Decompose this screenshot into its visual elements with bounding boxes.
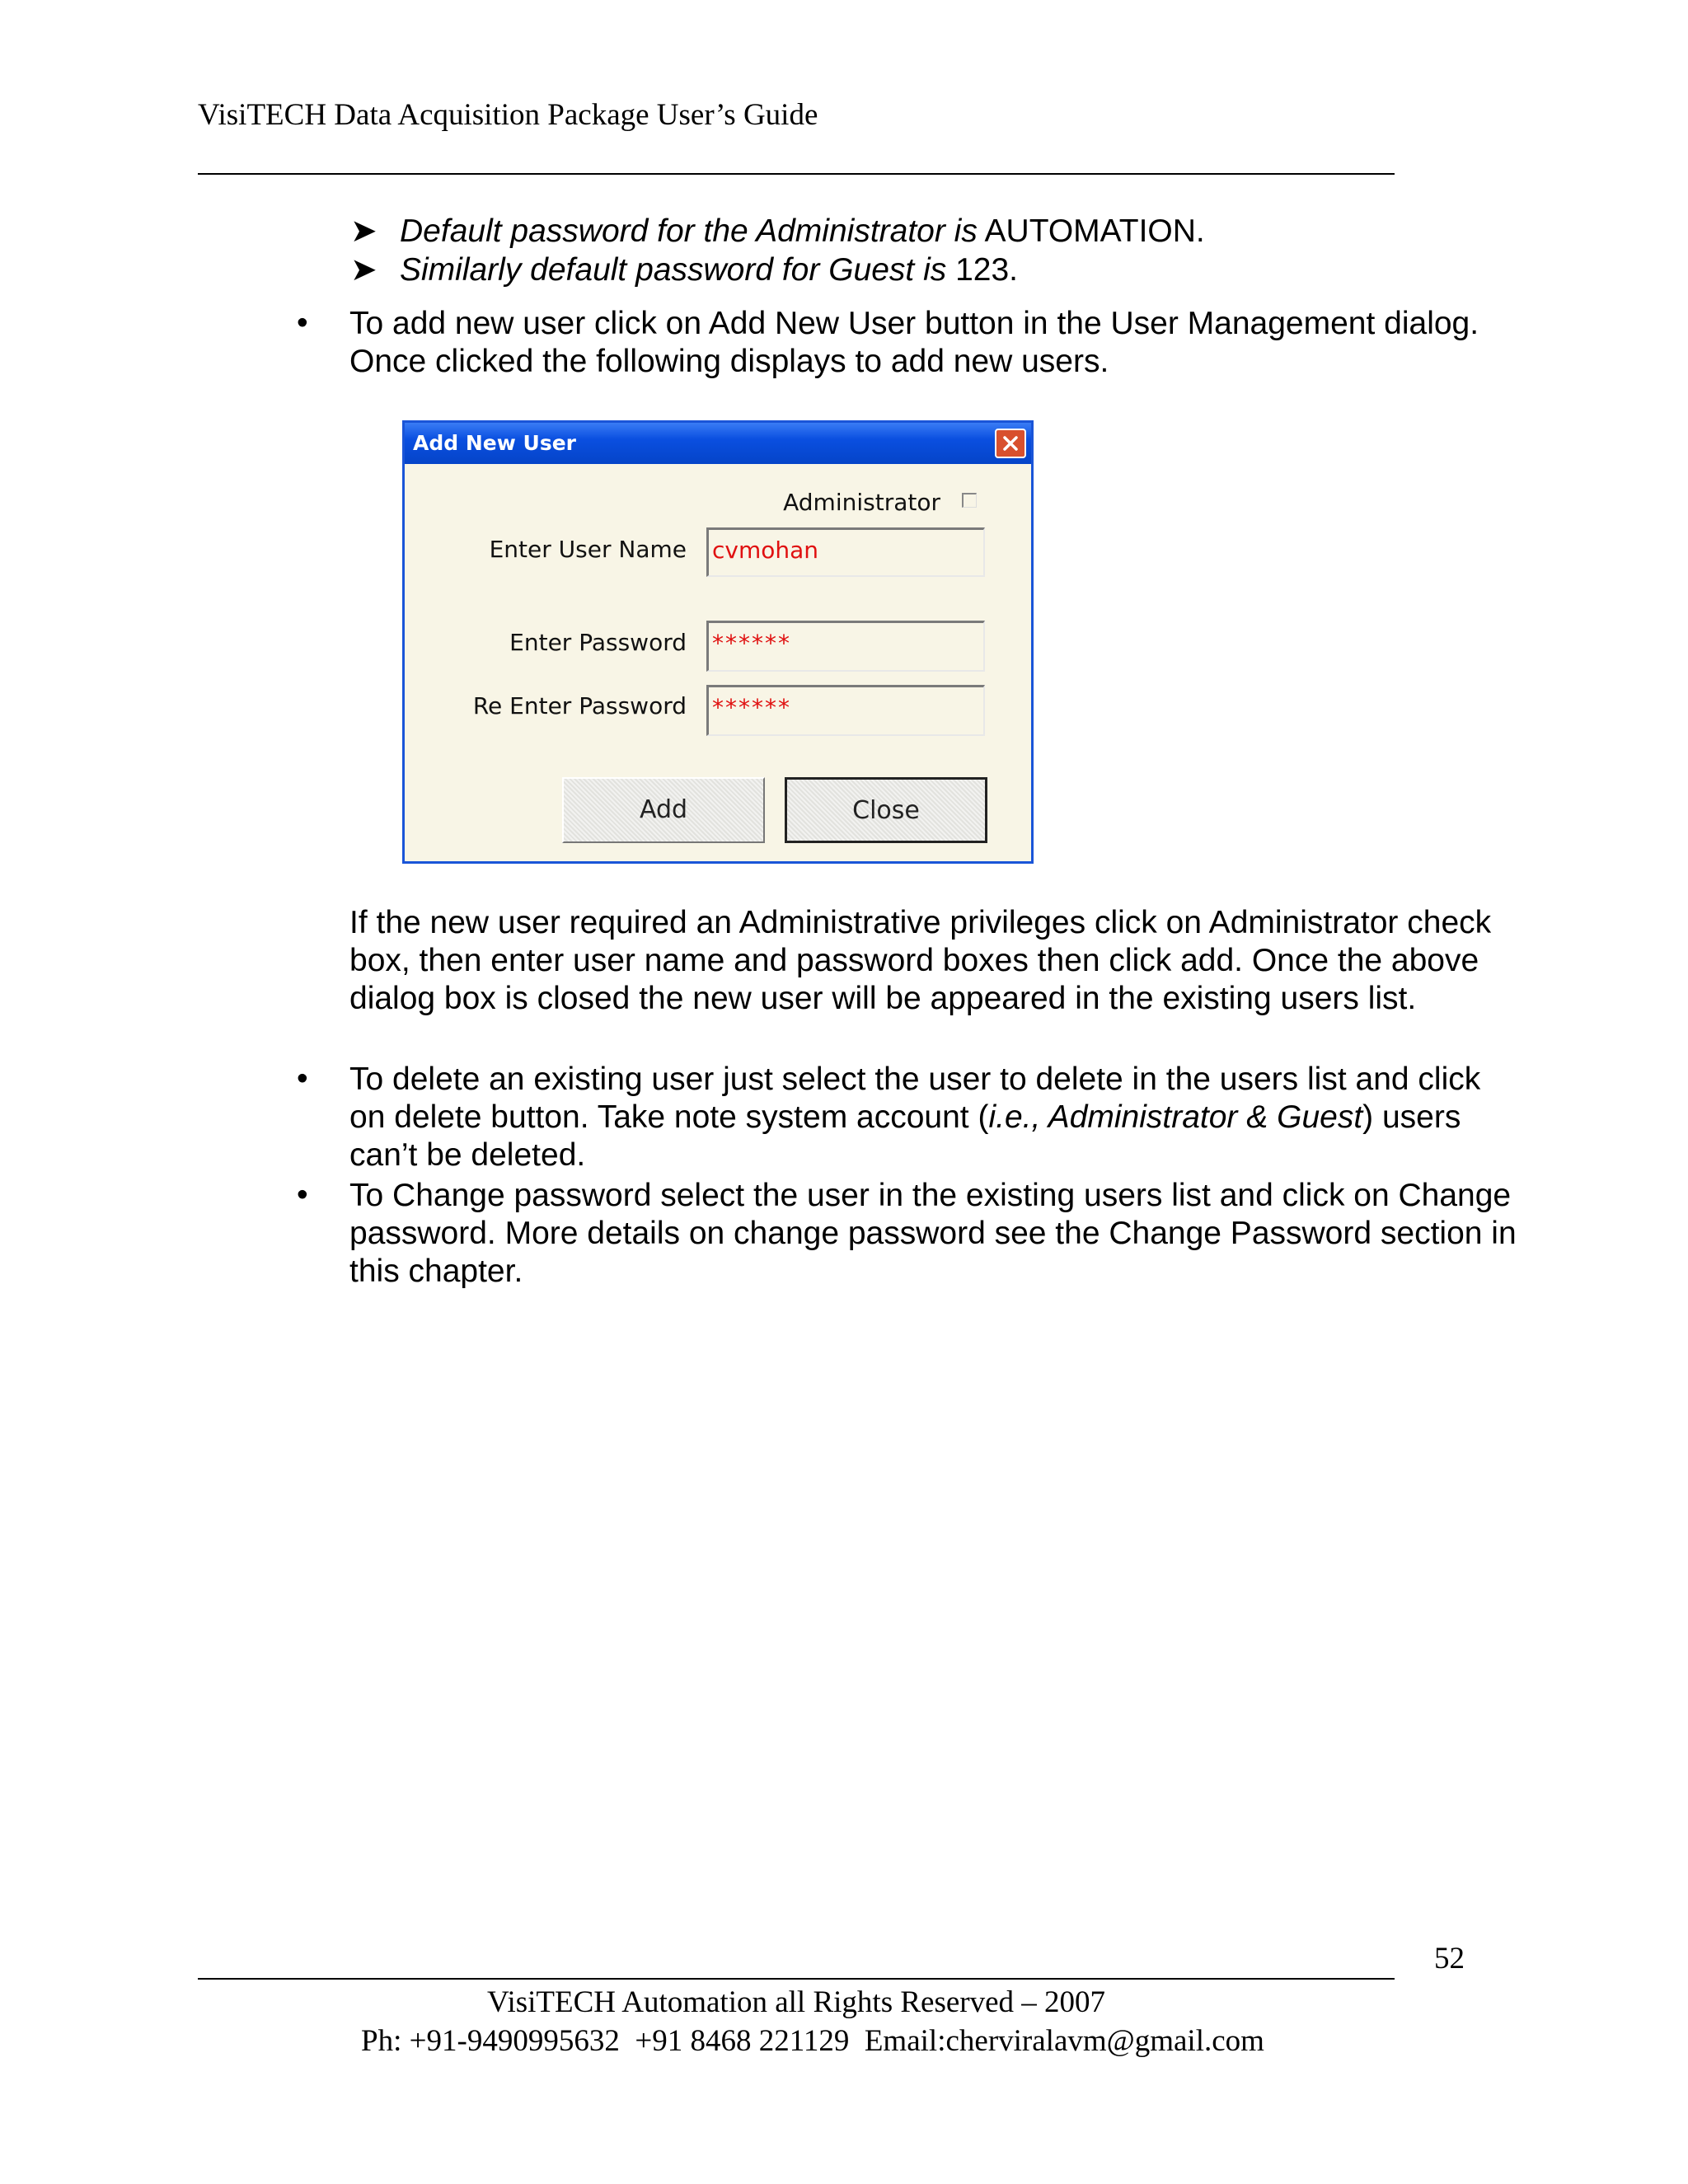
note-text: Similarly default password for Guest is	[400, 252, 947, 288]
add-button[interactable]: Add	[562, 777, 765, 843]
page-number: 52	[1434, 1942, 1465, 1975]
paragraph-add-user: To add new user click on Add New User button in the User Management dialog. Once clicked the following displays to add new users.	[349, 306, 1479, 379]
password-label: Enter Password	[509, 629, 687, 656]
bullet-icon: •	[297, 305, 308, 340]
bullet-icon: •	[297, 1177, 308, 1212]
note-value: AUTOMATION.	[984, 213, 1205, 249]
delete-text: To delete an existing user just select the user to delete in the users list and click on delete button. Take note system account (	[349, 1062, 1481, 1135]
arrow-bullet-icon: ➤	[350, 213, 377, 249]
footer-copyright: VisiTECH Automation all Rights Reserved – 2007	[486, 1985, 1106, 2019]
paragraph-admin-privileges: If the new user required an Administrative privileges click on Administrator check box, then enter user name and password boxes then click add. Once the above dialog box is closed the new user will be appeared in the existing users list.	[349, 905, 1492, 1016]
re-enter-password-input[interactable]: ******	[706, 685, 985, 736]
paragraph-change-password: To Change password select the user in the existing users list and click on Change password. More details on change password see the Change Password section in this chapter.	[349, 1178, 1517, 1289]
password-input[interactable]: ******	[706, 621, 985, 672]
re-enter-password-label: Re Enter Password	[472, 692, 687, 719]
note-value: 123.	[955, 252, 1018, 288]
dialog-titlebar	[405, 423, 1031, 464]
header-rule	[198, 173, 1395, 175]
note-item	[350, 251, 1018, 288]
delete-text-end: ) users can’t be deleted.	[349, 1099, 1461, 1173]
footer-rule	[198, 1978, 1395, 1980]
system-accounts: i.e., Administrator & Guest	[988, 1099, 1363, 1135]
user-name-label: Enter User Name	[489, 536, 687, 563]
administrator-checkbox[interactable]	[962, 493, 977, 508]
arrow-bullet-icon: ➤	[350, 252, 377, 288]
close-icon[interactable]	[995, 429, 1026, 458]
note-text: Default password for the Administrator is	[400, 213, 978, 249]
dialog-title: Add New User	[413, 431, 576, 455]
note-item	[350, 213, 1205, 250]
administrator-label: Administrator	[783, 489, 940, 516]
user-name-input[interactable]: cvmohan	[706, 527, 985, 577]
footer-contact: Ph: +91-9490995632 +91 8468 221129 Email:cherviralavm@gmail.com	[361, 2024, 1264, 2058]
bullet-icon: •	[297, 1061, 308, 1096]
add-new-user-dialog	[402, 420, 1034, 864]
paragraph-delete-user	[349, 1061, 1520, 1174]
header-title: VisiTECH Data Acquisition Package User’s Guide	[198, 98, 818, 132]
close-button[interactable]: Close	[785, 777, 987, 843]
